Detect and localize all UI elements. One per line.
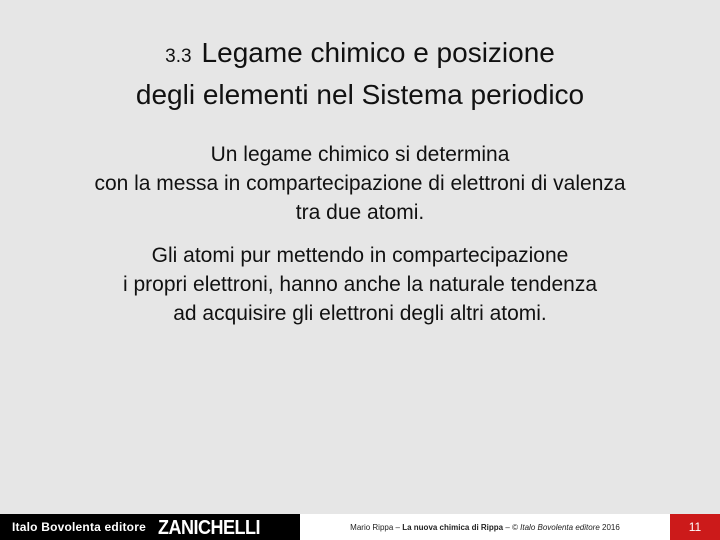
slide-title [0, 34, 720, 114]
paragraph-1-line: tra due atomi. [295, 201, 425, 224]
title-text-1: Legame chimico e posizione [201, 37, 555, 68]
copyright-year: 2016 [602, 522, 620, 532]
zanichelli-logo: ZANICHELLI [157, 514, 260, 538]
title-line-1 [0, 34, 720, 76]
paragraph-2-line: ad acquisire gli elettroni degli altri atomi. [173, 302, 547, 325]
paragraph-1-line: Un legame chimico si determina [210, 143, 510, 166]
paragraph-2 [0, 241, 720, 328]
title-line-2: degli elementi nel Sistema periodico [135, 79, 585, 110]
paragraph-1-line: con la messa in compartecipazione di elettroni di valenza [94, 172, 626, 195]
copyright-text: © Italo Bovolenta editore [512, 522, 600, 532]
credit-line: Mario Rippa – La nuova chimica di Rippa – © Italo Bovolenta editore 2016 [300, 514, 670, 540]
publisher-logo-area [0, 514, 300, 540]
publisher-name: Italo Bovolenta editore [12, 520, 146, 534]
paragraph-1 [0, 140, 720, 227]
paragraph-2-line: Gli atomi pur mettendo in compartecipazione [151, 244, 569, 267]
book-title: La nuova chimica di Rippa [402, 522, 504, 532]
page-number-badge: 11 [670, 514, 720, 540]
author-name: Mario Rippa [350, 522, 394, 532]
footer-bar [0, 514, 720, 540]
section-number: 3.3 [165, 46, 192, 67]
paragraph-2-line: i propri elettroni, hanno anche la naturale tendenza [123, 273, 597, 296]
